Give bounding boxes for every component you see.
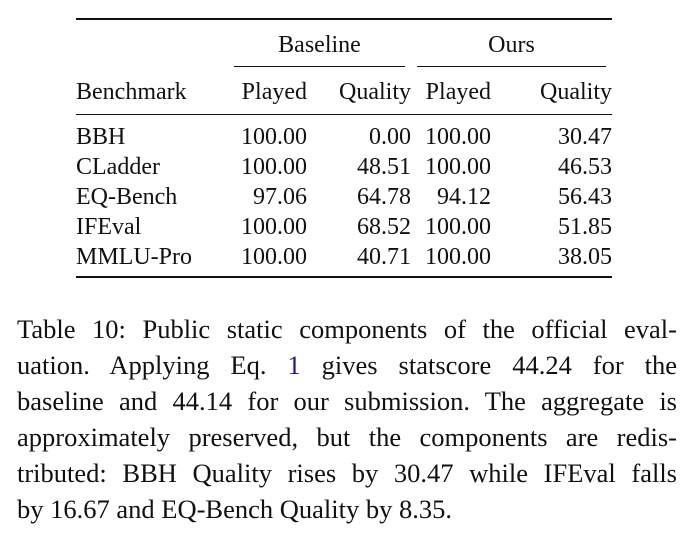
group-header-baseline: Baseline [278,32,361,58]
cell-baseline-played: 100.00 [241,124,307,150]
column-header-baseline-played: Played [241,79,307,105]
caption-line: by 16.67 and EQ-Bench Quality by 8.35. [17,494,452,524]
table-row [76,122,612,152]
table-row [76,242,612,272]
caption-line [17,347,677,383]
caption-text: uation. Applying Eq. [17,350,288,380]
cell-ours-played: 94.12 [437,184,491,210]
column-header-baseline-quality: Quality [339,79,411,105]
baseline-group-rule [234,66,405,67]
cell-benchmark: CLadder [76,154,160,180]
cell-benchmark: IFEval [76,214,142,240]
cell-baseline-quality: 48.51 [357,154,411,180]
cell-baseline-played: 100.00 [241,244,307,270]
group-header-spacer [76,20,228,60]
cell-baseline-played: 100.00 [241,154,307,180]
cell-baseline-quality: 68.52 [357,214,411,240]
caption-text: gives statscore 44.24 for the [300,350,677,380]
ours-group-rule [417,66,606,67]
cell-baseline-quality: 0.00 [369,124,411,150]
cell-baseline-played: 100.00 [241,214,307,240]
table-row [76,152,612,182]
table-row [76,212,612,242]
cell-ours-played: 100.00 [425,214,491,240]
cell-ours-quality: 30.47 [558,124,612,150]
column-header-ours-played: Played [425,79,491,105]
cell-ours-played: 100.00 [425,154,491,180]
table-row [76,182,612,212]
cell-ours-quality: 51.85 [558,214,612,240]
group-header-ours: Ours [488,32,535,58]
caption-line: approximately preserved, but the components are redis- [17,422,677,452]
column-header-benchmark: Benchmark [76,79,187,105]
cell-baseline-quality: 40.71 [357,244,411,270]
cell-ours-quality: 46.53 [558,154,612,180]
cell-baseline-quality: 64.78 [357,184,411,210]
caption-line: Table 10: Public static components of the official eval- [17,314,677,344]
caption-line: tributed: BBH Quality rises by 30.47 while IFEval falls [17,458,677,488]
cell-benchmark: EQ-Bench [76,184,178,210]
column-header-ours-quality: Quality [540,79,612,105]
equation-reference-link[interactable]: 1 [287,350,301,380]
caption-line: baseline and 44.14 for our submission. The aggregate is [17,386,677,416]
cell-benchmark: MMLU-Pro [76,244,193,270]
table-bottom-rule [76,276,612,278]
table-caption [17,311,677,527]
cell-ours-quality: 56.43 [558,184,612,210]
results-table [76,20,612,276]
table-header-rule [76,114,612,115]
cell-benchmark: BBH [76,124,126,150]
cell-baseline-played: 97.06 [253,184,307,210]
cell-ours-played: 100.00 [425,124,491,150]
results-table-container [76,18,612,278]
cell-ours-played: 100.00 [425,244,491,270]
cell-ours-quality: 38.05 [558,244,612,270]
